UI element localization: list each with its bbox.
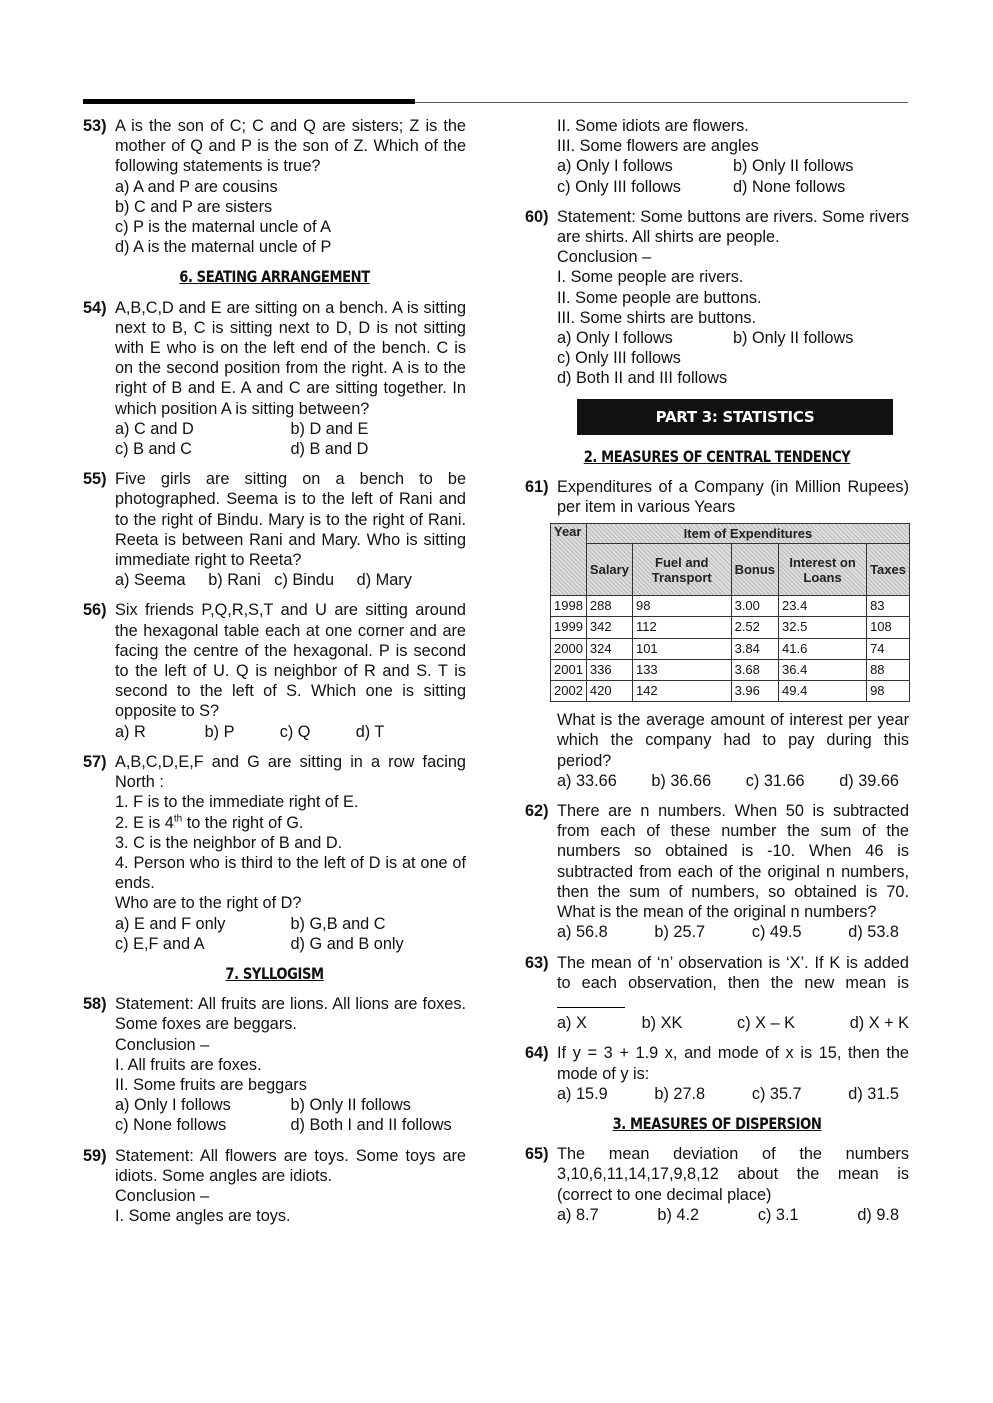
table-cell: 108 — [867, 617, 910, 638]
table-row — [551, 617, 910, 638]
question-text: The mean deviation of the numbers 3,10,6,11,14,17,9,8,12 about the mean is (correct to one decimal place) — [557, 1145, 909, 1204]
options-row — [115, 722, 466, 742]
options-row — [115, 439, 466, 459]
question-59-continued — [525, 116, 909, 197]
table-header-items: Item of Expenditures — [586, 524, 909, 544]
question-text: Six friends P,Q,R,S,T and U are sitting around the hexagonal table each at one corner and are facing the centre of the hexagonal. P is second to the left of U. Q is neighbor of R and S. T is second to the left of S. Which one is sitting opposite to S? — [115, 601, 466, 721]
question-64 — [525, 1043, 909, 1104]
question-56 — [83, 600, 466, 741]
table-cell: 288 — [586, 596, 632, 617]
option-c: c) Bindu — [274, 571, 335, 590]
table-header-salary: Salary — [586, 544, 632, 596]
conclusion-label: Conclusion – — [115, 1035, 210, 1054]
section-heading-seating: 6. SEATING ARRANGEMENT — [179, 267, 370, 287]
options-row — [115, 419, 466, 439]
conclusion-1: I. All fruits are foxes. — [115, 1055, 262, 1074]
table-cell: 32.5 — [779, 617, 867, 638]
option-d: d) Both I and II follows — [290, 1116, 452, 1135]
table-subheader-row — [551, 544, 910, 596]
table-cell-year: 2001 — [551, 659, 587, 680]
statement-4: 4. Person who is third to the left of D is at one of ends. — [115, 853, 466, 893]
question-text: If y = 3 + 1.9 x, and mode of x is 15, then the mode of y is: — [557, 1044, 909, 1083]
header-rule-thin — [415, 102, 908, 103]
question-text-body: The mean of ‘n’ observation is ‘X’. If K is added to each observation, then the new mean is — [557, 953, 909, 992]
option-a: a) Only I follows — [557, 329, 673, 348]
option-d: d) G and B only — [290, 934, 404, 953]
table-header-year: Year — [551, 524, 587, 596]
option-b: b) 4.2 — [657, 1205, 700, 1224]
question-62 — [525, 801, 909, 942]
options-row — [115, 1115, 466, 1135]
table-cell: 133 — [632, 659, 731, 680]
option-a: a) E and F only — [115, 914, 226, 933]
statement-2 — [115, 813, 466, 833]
table-header-bonus: Bonus — [731, 544, 778, 596]
right-column — [525, 116, 909, 1235]
options-row — [557, 328, 909, 348]
question-59 — [83, 1146, 466, 1227]
question-text: Five girls are sitting on a bench to be photographed. Seema is to the left of Rani and to the right of Bindu. Mary is to the right of Rani. Reeta is between Rani and Mary. Who is sitting immediate right to Reeta? — [115, 470, 466, 570]
options-row — [115, 570, 466, 590]
option-c: c) Only III follows — [557, 349, 681, 368]
option-b: b) P — [204, 722, 235, 741]
question-number: 61) — [525, 477, 549, 496]
option-c: c) 49.5 — [751, 923, 802, 942]
option-a: a) R — [115, 722, 146, 741]
question-61 — [525, 477, 909, 791]
option-c: c) 3.1 — [757, 1205, 799, 1224]
statement-2-text: 2. E is 4 — [115, 813, 174, 832]
question-number: 62) — [525, 802, 549, 821]
table-header-taxes: Taxes — [867, 544, 910, 596]
option-c: c) E,F and A — [115, 934, 205, 953]
left-column — [83, 116, 466, 1236]
question-text — [557, 953, 909, 1014]
question-65 — [525, 1144, 909, 1225]
option-a: a) Seema — [115, 571, 186, 590]
header-rule-thick — [83, 99, 415, 104]
option-c: c) X – K — [737, 1014, 795, 1033]
options-row — [557, 177, 909, 197]
option-d: d) None follows — [733, 177, 846, 196]
option-a: a) 15.9 — [557, 1084, 608, 1103]
option-c: c) Only III follows — [557, 177, 681, 196]
question-55 — [83, 469, 466, 590]
question-ask: What is the average amount of interest per year which the company had to pay during this period? — [557, 711, 909, 770]
question-53 — [83, 116, 466, 257]
question-58 — [83, 994, 466, 1135]
table-cell: 142 — [632, 681, 731, 702]
option-b: b) D and E — [290, 419, 369, 438]
option-d: d) 53.8 — [848, 923, 899, 942]
statement-1: 1. F is to the immediate right of E. — [115, 793, 359, 812]
option-c: c) 31.66 — [745, 771, 805, 790]
table-cell: 88 — [867, 659, 910, 680]
table-cell-year: 1998 — [551, 596, 587, 617]
table-cell: 342 — [586, 617, 632, 638]
table-cell: 3.96 — [731, 681, 778, 702]
table-cell: 41.6 — [779, 638, 867, 659]
options-row — [557, 1084, 909, 1104]
table-cell-year: 2000 — [551, 638, 587, 659]
option-d: d) T — [355, 722, 385, 741]
option-b: b) Only II follows — [733, 157, 854, 176]
table-cell: 83 — [867, 596, 910, 617]
statement-2-sup: th — [173, 813, 183, 825]
option-c: c) B and C — [115, 440, 192, 459]
option-b: b) Only II follows — [733, 329, 854, 348]
question-number: 57) — [83, 752, 107, 771]
question-text: A is the son of C; C and Q are sisters; Z is the mother of Q and P is the son of Z. Which of the following statements is true? — [115, 117, 466, 176]
option-d: d) Both II and III follows — [557, 369, 728, 388]
question-text: Statement: Some buttons are rivers. Some rivers are shirts. All shirts are people. — [557, 207, 909, 247]
conclusion-label: Conclusion – — [557, 248, 652, 267]
conclusion-3: III. Some shirts are buttons. — [557, 308, 757, 327]
table-cell: 101 — [632, 638, 731, 659]
option-c: c) None follows — [115, 1116, 227, 1135]
question-57 — [83, 752, 466, 954]
option-d: d) A is the maternal uncle of P — [115, 238, 332, 257]
table-cell-year: 1999 — [551, 617, 587, 638]
section-heading-syllogism: 7. SYLLOGISM — [225, 963, 324, 983]
option-a: a) 8.7 — [557, 1205, 599, 1224]
table-cell: 420 — [586, 681, 632, 702]
option-c: c) Q — [279, 722, 311, 741]
conclusion-2: II. Some idiots are flowers. — [557, 117, 749, 135]
option-a: a) A and P are cousins — [115, 177, 278, 196]
table-cell: 98 — [632, 596, 731, 617]
question-number: 58) — [83, 995, 107, 1014]
question-number: 63) — [525, 953, 549, 972]
question-number: 59) — [83, 1146, 107, 1165]
statement-2-rest: to the right of G. — [182, 813, 304, 832]
question-number: 65) — [525, 1145, 549, 1164]
table-cell: 3.68 — [731, 659, 778, 680]
option-c: c) 35.7 — [751, 1084, 802, 1103]
statement-3: 3. C is the neighbor of B and D. — [115, 833, 343, 852]
options-row — [557, 156, 909, 176]
option-a: a) C and D — [115, 419, 194, 438]
options-row — [557, 1205, 909, 1225]
options-row — [115, 934, 466, 954]
question-text: Expenditures of a Company (in Million Rupees) per item in various Years — [557, 477, 909, 517]
option-c: c) P is the maternal uncle of A — [115, 218, 331, 237]
question-63 — [525, 953, 909, 1034]
option-d: d) X + K — [849, 1014, 909, 1033]
conclusion-2: II. Some fruits are beggars — [115, 1075, 307, 1094]
options-row — [115, 1095, 466, 1115]
option-b: b) 27.8 — [654, 1084, 706, 1103]
options-row — [557, 1013, 909, 1033]
table-cell: 3.00 — [731, 596, 778, 617]
question-number: 60) — [525, 207, 549, 226]
question-number: 54) — [83, 298, 107, 317]
table-row — [551, 681, 910, 702]
table-cell: 49.4 — [779, 681, 867, 702]
question-text: Statement: All fruits are lions. All lions are foxes. Some foxes are beggars. — [115, 995, 466, 1034]
option-b: b) 25.7 — [654, 923, 706, 942]
table-cell: 74 — [867, 638, 910, 659]
option-b: b) Rani — [208, 571, 261, 590]
option-d: d) 31.5 — [848, 1084, 899, 1103]
question-text: A,B,C,D and E are sitting on a bench. A is sitting next to B, C is sitting next to D, D is not sitting with E who is on the left end of the bench. C is on the second position from the right. A is to the right of B and E. A and C are sitting together. In which position A is sitting between? — [115, 298, 466, 418]
table-header-row — [551, 524, 910, 544]
expenditure-table — [550, 523, 910, 702]
option-b: b) XK — [641, 1014, 683, 1033]
table-header-fuel: Fuel and Transport — [632, 544, 731, 596]
option-b: b) C and P are sisters — [115, 197, 273, 216]
table-row — [551, 659, 910, 680]
options-row — [115, 914, 466, 934]
question-text: There are n numbers. When 50 is subtracted from each of these number the sum of the numbers so obtained is -10. When 46 is subtracted from each of the original n numbers, then the sum of numbers, so obtained is 70. What is the mean of the original n numbers? — [557, 802, 909, 922]
option-a: a) 56.8 — [557, 923, 608, 942]
question-text: A,B,C,D,E,F and G are sitting in a row facing North : — [115, 752, 466, 792]
question-number: 55) — [83, 470, 107, 489]
options-row — [557, 922, 909, 942]
options-row — [525, 771, 909, 791]
option-a: a) X — [557, 1014, 587, 1033]
table-cell: 324 — [586, 638, 632, 659]
question-number: 56) — [83, 601, 107, 620]
section-heading-dispersion: 3. MEASURES OF DISPERSION — [612, 1113, 822, 1133]
question-number: 64) — [525, 1044, 549, 1063]
conclusion-2: II. Some people are buttons. — [557, 288, 762, 307]
table-row — [551, 638, 910, 659]
table-cell: 98 — [867, 681, 910, 702]
table-cell: 336 — [586, 659, 632, 680]
table-cell: 3.84 — [731, 638, 778, 659]
table-cell: 36.4 — [779, 659, 867, 680]
option-a: a) Only I follows — [115, 1096, 231, 1115]
option-b: b) 36.66 — [651, 771, 712, 790]
option-a: a) 33.66 — [557, 771, 617, 790]
question-54 — [83, 298, 466, 460]
option-b: b) G,B and C — [290, 914, 386, 933]
conclusion-3: III. Some flowers are angles — [557, 137, 759, 156]
conclusion-label: Conclusion – — [115, 1186, 210, 1205]
table-header-interest: Interest on Loans — [779, 544, 867, 596]
question-number: 53) — [83, 117, 107, 135]
table-cell: 23.4 — [779, 596, 867, 617]
option-d: d) Mary — [356, 571, 412, 590]
table-row — [551, 596, 910, 617]
question-text: Statement: All flowers are toys. Some toys are idiots. Some angles are idiots. — [115, 1146, 466, 1185]
option-b: b) Only II follows — [290, 1096, 411, 1115]
option-d: d) 9.8 — [857, 1205, 899, 1224]
option-a: a) Only I follows — [557, 157, 673, 176]
answer-blank — [557, 993, 625, 1008]
question-ask: Who are to the right of D? — [115, 894, 302, 913]
table-cell-year: 2002 — [551, 681, 587, 702]
conclusion-1: I. Some angles are toys. — [115, 1207, 291, 1226]
option-d: d) 39.66 — [839, 771, 899, 790]
question-60 — [525, 207, 909, 389]
option-d: d) B and D — [290, 440, 369, 459]
section-heading-central-tendency: 2. MEASURES OF CENTRAL TENDENCY — [583, 446, 851, 466]
table-cell: 2.52 — [731, 617, 778, 638]
table-cell: 112 — [632, 617, 731, 638]
conclusion-1: I. Some people are rivers. — [557, 268, 744, 287]
part-banner: PART 3: STATISTICS — [577, 399, 893, 435]
